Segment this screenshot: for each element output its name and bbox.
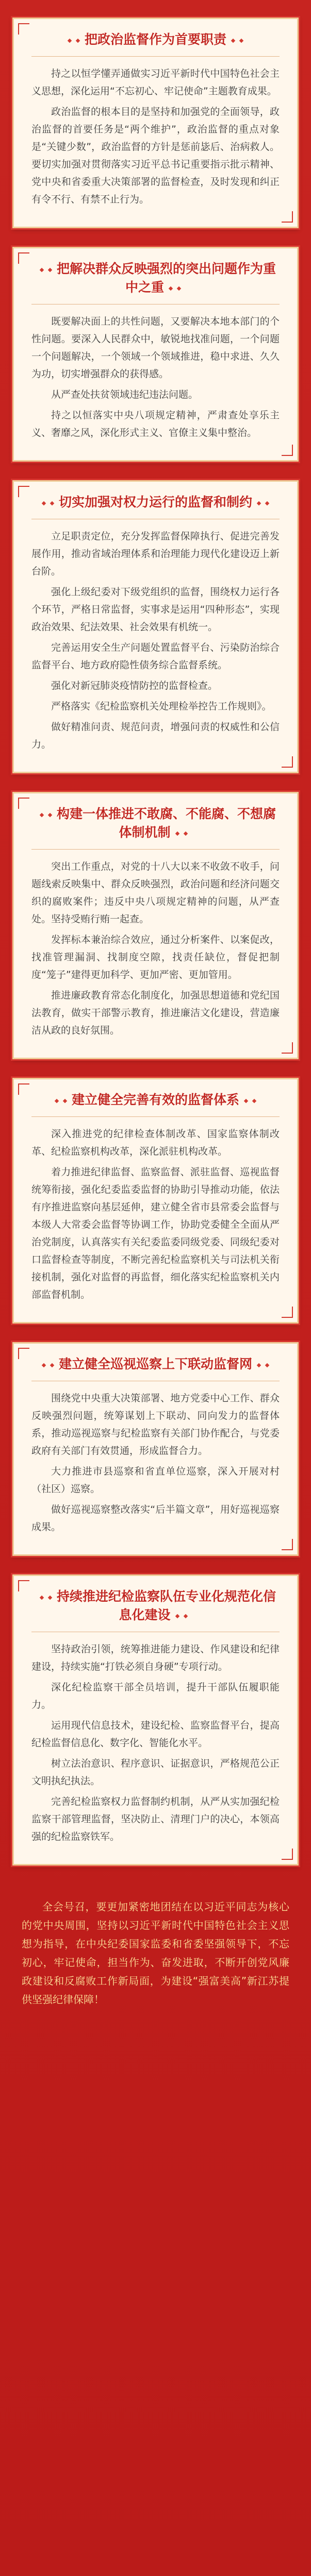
title-ornament-right — [168, 285, 182, 292]
paragraph: 树立法治意识、程序意识、证据意识，严格规范公正文明执纪执法。 — [31, 1758, 280, 1787]
paragraph: 政治监督的根本目的是坚持和加强党的全面领导，政治监督的首要任务是“两个维护”，政治监督的重点对象是“关键少数”，政治监督的方针是惩前毖后、治病救人。要切实加强对贯彻落实习近平总书记重要指示批示精神、党中央和省委重大决策部署的监督检查，及时发现和纠正有令不行、有禁不止行为。 — [31, 106, 280, 205]
paragraph: 突出工作重点，对党的十八大以来不收敛不收手，问题线索反映集中、群众反映强烈，政治问题和经济问题交织的腐败案件；违反中央八项规定精神的问题，从严查处。坚持受贿行贿一起查。 — [31, 861, 280, 925]
conclusion-text: 全会号召，要更加紧密地团结在以习近平同志为核心的党中央周围，坚持以习近平新时代中国特色社会主义思想为指导，在中央纪委国家监委和省委坚强领导下，不忘初心，牢记使命，担当作为、奋发进取，不断开创党风廉政建设和反腐败工作新局面，为建设“强富美高”新江苏提供坚强纪律保障！ — [22, 1901, 289, 2006]
section-title — [31, 30, 280, 57]
paragraph: 做好巡视巡察整改落实“后半篇文章”，用好巡视巡察成果。 — [31, 1504, 280, 1533]
paragraph: 强化对新冠肺炎疫情防控的监督检查。 — [51, 680, 218, 691]
paragraph: 深化纪检监察干部全员培训，提升干部队伍履职能力。 — [31, 1682, 280, 1710]
paragraph: 完善运用安全生产问题处置监督平台、污染防治综合监督平台、地方政府隐性债务综合监督系统。 — [31, 642, 280, 671]
title-ornament-right — [243, 1098, 257, 1104]
section-title-text: 构建一体推进不敢腐、不能腐、不想腐体制机制 — [56, 806, 276, 840]
paragraph: 强化上级纪委对下级党组织的监督，围绕权力运行各个环节，严格日常监督，实事求是运用“四种形态”，实现政治效果、纪法效果、社会效果有机统一。 — [31, 586, 280, 633]
paragraph: 完善纪检监察权力监督制约机制，从严从实加强纪检监察干部管理监督，坚决防止、清理门户的决心，本领高强的纪检监察铁军。 — [31, 1796, 280, 1842]
paragraph: 坚持政治引领，统筹推进能力建设、作风建设和纪律建设，持续实施“打铁必须自身硬”专项行动。 — [31, 1643, 280, 1672]
title-ornament-left — [41, 1362, 55, 1368]
paragraph: 深入推进党的纪律检查体制改革、国家监察体制改革、纪检监察机构改革，深化派驻机构改革。 — [31, 1128, 280, 1157]
paragraph: 持之以恒学懂弄通做实习近平新时代中国特色社会主义思想，深化运用“不忘初心、牢记使命”主题教育成果。 — [31, 68, 280, 97]
section-title — [31, 805, 280, 850]
title-ornament-left — [39, 812, 53, 818]
section-title-text: 把政治监督作为首要职责 — [84, 32, 226, 47]
title-ornament-right — [175, 831, 188, 837]
paragraph: 运用现代信息技术，建设纪检、监察监督平台，提高纪检监督信息化、数字化、智能化水平。 — [31, 1720, 280, 1749]
section-title-text: 持续推进纪检监察队伍专业化规范化信息化建设 — [56, 1589, 276, 1622]
section-team-building — [12, 1574, 299, 1866]
paragraph: 着力推进纪律监督、监察监督、派驻监督、巡视监督统筹衔接，强化纪委监委监督的协助引导推动功能，依法有序推进监察向基层延伸，建立健全省市县常委会监督与本级人大常委会监督等协调工作，协助党委健全全面从严治党制度，认真落实有关纪委监委同级党委、同级纪委对口监督检查等制度，不断完善纪检监察机关与司法机关衔接机制，强化对监督的再监督，细化落实纪检监察机关内部监督机制。 — [31, 1166, 280, 1300]
title-ornament-left — [39, 1595, 53, 1601]
section-anti-corruption-mechanism — [12, 792, 299, 1059]
title-ornament-left — [39, 267, 53, 273]
paragraph: 严格落实《纪检监察机关处理检举控告工作规则》。 — [51, 701, 272, 712]
section-political-supervision — [12, 18, 299, 228]
paragraph: 大力推进市县巡察和省直单位巡察，深入开展对村（社区）巡察。 — [31, 1466, 280, 1495]
paragraph: 围绕党中央重大决策部署、地方党委中心工作、群众反映强烈问题，统筹谋划上下联动、同向发力的监督体系，推动巡视巡察与纪检监察有关部门协作配合，与党委政府有关部门有效贯通，形成监督合力。 — [31, 1393, 280, 1456]
section-title-text: 建立健全巡视巡察上下联动监督网 — [58, 1357, 252, 1371]
paragraph: 做好精准问责、规范问责，增强问责的权威性和公信力。 — [31, 721, 280, 750]
section-title — [31, 1091, 280, 1117]
section-power-supervision — [12, 480, 299, 773]
title-ornament-right — [231, 38, 244, 44]
title-ornament-right — [256, 500, 270, 506]
title-ornament-left — [67, 38, 80, 44]
section-title-text: 把解决群众反映强烈的突出问题作为重中之重 — [56, 261, 276, 295]
section-title — [31, 493, 280, 519]
paragraph: 持之以恒落实中央八项规定精神，严肃查处享乐主义、奢靡之风，深化形式主义、官僚主义集中整治。 — [31, 410, 280, 438]
section-title-text: 建立健全完善有效的监督体系 — [71, 1092, 239, 1107]
paragraph: 推进廉政教育常态化制度化，加强思想道德和党纪国法教育，做实干部警示教育，推进廉洁文化建设，营造廉洁从政的良好氛围。 — [31, 990, 280, 1036]
paragraph: 发挥标本兼治综合效应，通过分析案件、以案促改，找准管理漏洞、找制度空隙，找责任缺位，督促把制度“笼子”建得更加科学、更加严密、更加管用。 — [31, 934, 280, 980]
section-supervision-system — [12, 1078, 299, 1324]
paragraph: 立足职责定位，充分发挥监督保障执行、促进完善发展作用，推动省域治理体系和治理能力现代化建设迈上新台阶。 — [31, 531, 280, 577]
title-ornament-right — [175, 1613, 188, 1619]
section-title-text: 切实加强对权力运行的监督和制约 — [58, 495, 252, 510]
title-ornament-left — [41, 500, 55, 506]
section-title — [31, 1355, 280, 1381]
paragraph: 从严查处扶贫领域违纪违法问题。 — [51, 389, 199, 400]
section-title — [31, 260, 280, 304]
section-title — [31, 1587, 280, 1632]
section-inspection-network — [12, 1342, 299, 1556]
title-ornament-left — [54, 1098, 68, 1104]
paragraph: 既要解决面上的共性问题，又要解决本地本部门的个性问题。要深入人民群众中，敏锐地找准问题，一个问题一个问题解决，一个领域一个领域推进，稳中求进、久久为功，切实增强群众的获得感。 — [31, 316, 280, 380]
section-prominent-problems — [12, 247, 299, 462]
title-ornament-right — [256, 1362, 270, 1368]
